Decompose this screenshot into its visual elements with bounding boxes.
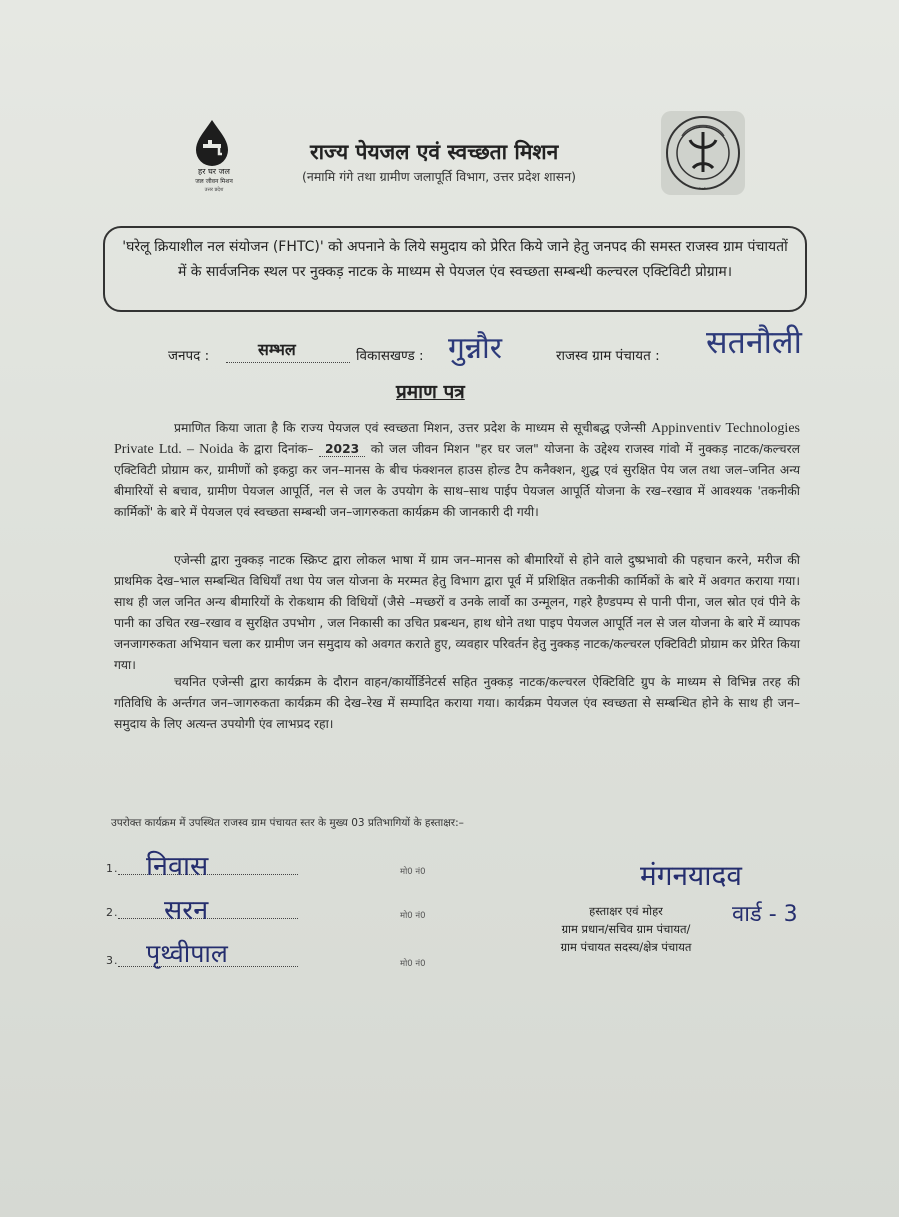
participant-3-num: 3. bbox=[106, 954, 119, 967]
mission-title: राज्य पेयजल एवं स्वच्छता मिशन bbox=[310, 139, 559, 164]
paragraph-2: एजेन्सी द्वारा नुक्कड़ नाटक स्क्रिप्ट द्वारा लोकल भाषा में ग्राम जन–मानस को बीमारियों से होने वाले दुष्प्रभावो की पहचान करने, मरीज की प्राथमिक देख–भाल सम्बन्धित विधियाँ तथा पेय जल योजना के मरम्मत हेतु विभाग द्वारा पूर्व में प्रशिक्षित तकनीकी कार्मिकों के बारे में अवगत कराया गया। साथ ही जल जनित अन्य बीमारियों के रोकथाम की विधियों (जैसे –मच्छरों व उनके लार्वो का उन्मूलन, गहरे हैण्डपम्प से पानी पीना, जल स्रोत एवं पीने के पानी का उचित रख–रखाव व सुरक्षित उपभोग , जल निकासी का उचित प्रबन्धन, हाथ धोने तथा पाइप पेयजल आपूर्ति नल से जल योजना के बारे में व्यापक जनजागरुकता अभियान चला कर ग्रामीण जन समुदाय को अवगत कराते हुए, व्यवहार परिवर्तन हेतु नुक्कड़ नाटक/कल्चरल एक्टिविटी प्रोग्राम कर प्रेरित किया गया। bbox=[114, 553, 800, 672]
p1-intro: प्रमाणित किया जाता है कि राज्य पेयजल एवं स्वच्छता मिशन, उत्तर प्रदेश के माध्यम से सूचीबद्ध एजेन्सी bbox=[174, 421, 647, 435]
janpad-value: सम्भल bbox=[258, 340, 296, 359]
participant-2-name: सरन bbox=[164, 895, 209, 926]
panchayat-label: राजस्व ग्राम पंचायत : bbox=[556, 348, 660, 364]
har-ghar-jal-logo bbox=[186, 118, 250, 194]
up-government-seal bbox=[660, 110, 746, 196]
p1-body: को जल जीवन मिशन "हर घर जल" योजना के उद्देश्य राजस्व गांवो में नुक्कड़ नाटक/कल्चरल एक्टिविटी प्रोग्राम कर, ग्रामीणों को इकट्ठा कर जन–मानस के बीच फंक्शनल हाउस होल्ड टैप कनैक्शन, शुद्ध एवं सुरक्षित पेय जल तथा जल–जनित अन्य बीमारियों से बचाव, ग्रामीण पेयजल आपूर्ति, नल से जल के उपयोग के साथ–साथ पाईप पेयजल आपूर्ति योजना के रख–रखाव में आवश्यक 'तकनीकी कार्मिकों' के बारे में पेयजल एवं स्वच्छता सम्बन्धी जन–जागरुकता कार्यक्रम की जानकारी दी गयी। bbox=[114, 442, 800, 519]
svg-text:हर घर जल: हर घर जल bbox=[198, 167, 230, 176]
sign-label-1: हस्ताक्षर एवं मोहर bbox=[589, 904, 663, 918]
janpad-label: जनपद : bbox=[168, 348, 210, 364]
panchayat-value: सतनौली bbox=[706, 323, 802, 361]
vikaskhand-value: गुन्नौर bbox=[448, 331, 503, 366]
svg-text:~~~~: ~~~~ bbox=[692, 185, 714, 192]
participant-2-num: 2. bbox=[106, 906, 119, 919]
participant-3-name: पृथ्वीपाल bbox=[146, 939, 228, 968]
paragraph-1 bbox=[114, 418, 800, 523]
ward-number: वार्ड - 3 bbox=[732, 902, 798, 927]
sign-label-2: ग्राम प्रधान/सचिव ग्राम पंचायत/ bbox=[561, 922, 691, 936]
participant-2-mobile: मो0 नं0 bbox=[400, 911, 426, 921]
participants-note: उपरोक्त कार्यक्रम में उपस्थित राजस्व ग्राम पंचायत स्तर के मुख्य 03 प्रतिभागियों के हस्ताक्षर:– bbox=[111, 817, 464, 829]
certificate-title: प्रमाण पत्र bbox=[396, 381, 465, 403]
svg-text:जल जीवन मिशन: जल जीवन मिशन bbox=[195, 178, 233, 185]
participant-3-mobile: मो0 नं0 bbox=[400, 959, 426, 969]
p1-date: 2023 bbox=[319, 442, 365, 457]
paragraph-3: चयनित एजेन्सी द्वारा कार्यक्रम के दौरान वाहन/कार्योर्डिनेटर्स सहित नुक्कड़ नाटक/कल्चरल ऐक्टिविटि ग्रुप के माध्यम से विभिन्न तरह की गतिविधि के अर्न्तगत जन–जागरुकता कार्यक्रम की देख–रेख में सम्पादित कराया गया। कार्यक्रम पेयजल एंव स्वच्छता से सम्बन्धित होने के साथ ही जन–समुदाय के लिए अत्यन्त उपयोगी एंव लाभप्रद रहा। bbox=[114, 675, 800, 731]
p1-date-label: के द्वारा दिनांक– bbox=[238, 442, 314, 456]
mission-subtitle: (नमामि गंगे तथा ग्रामीण जलापूर्ति विभाग, उत्तर प्रदेश शासन) bbox=[302, 169, 577, 184]
svg-text:उत्तर प्रदेश: उत्तर प्रदेश bbox=[204, 187, 224, 193]
program-banner: 'घरेलू क्रियाशील नल संयोजन (FHTC)' को अपनाने के लिये समुदाय को प्रेरित किये जाने हेतु जनपद की समस्त राजस्व ग्राम पंचायतों में के सार्वजनिक स्थल पर नुक्कड़ नाटक के माध्यम से पेयजल एंव स्वच्छता सम्बन्धी कल्चरल एक्टिविटी प्रोग्राम। bbox=[103, 226, 807, 312]
participant-1-mobile: मो0 नं0 bbox=[400, 867, 426, 877]
vikaskhand-label: विकासखण्ड : bbox=[356, 348, 424, 364]
participant-1-num: 1. bbox=[106, 862, 119, 875]
pradhan-signature: मंगनयादव bbox=[640, 859, 742, 892]
agency-name: Appinventiv Technologies Private Ltd. – Noida bbox=[114, 421, 800, 457]
signature-designation bbox=[531, 902, 721, 956]
participant-1-name: निवास bbox=[146, 851, 209, 882]
sign-label-3: ग्राम पंचायत सदस्य/क्षेत्र पंचायत bbox=[560, 940, 692, 954]
